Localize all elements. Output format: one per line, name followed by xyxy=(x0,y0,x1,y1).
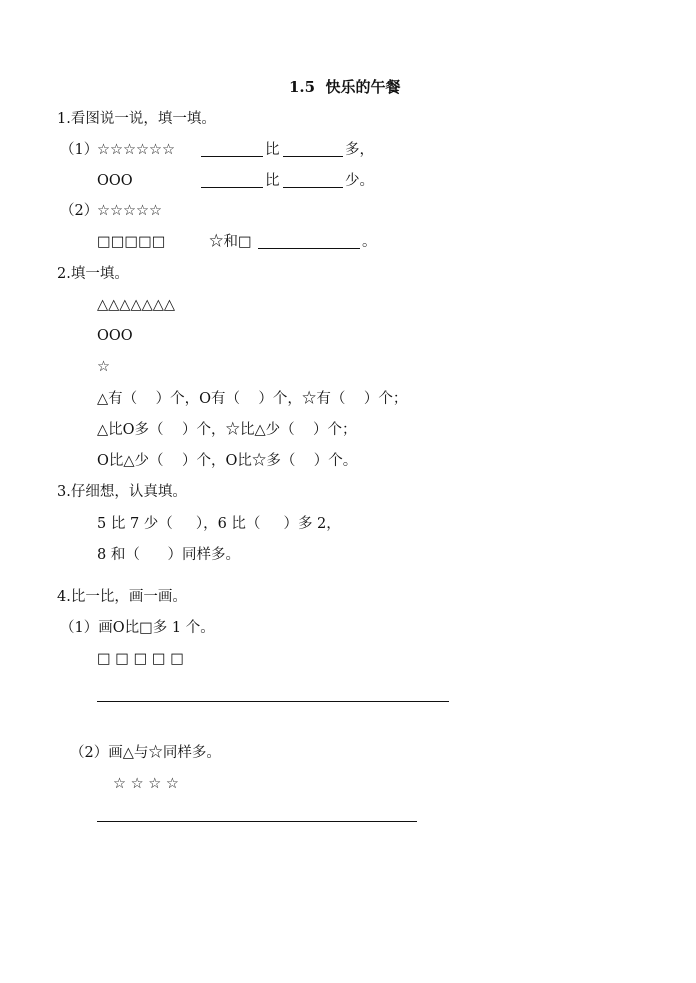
q3-heading: 3.仔细想，认真填。 xyxy=(57,484,187,500)
q2-triangles: △△△△△△△ xyxy=(97,297,176,313)
q4-part1: （1）画O比□多 1 个。 xyxy=(60,620,215,636)
q1-row1-blank-b[interactable] xyxy=(283,156,343,157)
q1-part2-blank[interactable] xyxy=(258,248,360,249)
q1-row2-blank-b[interactable] xyxy=(283,187,343,188)
q2-line1: △有（ ）个，O有（ ）个，☆有（ ）个； xyxy=(97,391,408,407)
q1-part2-end: 。 xyxy=(362,234,377,250)
q1-part2-text: ☆和□ xyxy=(209,234,252,250)
q1-part2-squares: □□□□□ xyxy=(97,234,166,250)
q1-row1-blank-a[interactable] xyxy=(201,156,263,157)
q1-part2-stars: ☆☆☆☆☆ xyxy=(97,203,162,219)
q1-row2-text-a: 比 xyxy=(265,173,280,189)
q1-part2-label: （2） xyxy=(60,203,99,219)
q1-heading: 1.看图说一说，填一填。 xyxy=(57,111,216,127)
q4-part2: （2）画△与☆同样多。 xyxy=(70,745,221,761)
q3-line1: 5 比 7 少（ ），6 比（ ）多 2， xyxy=(97,516,341,532)
q4-part2-stars: ☆ ☆ ☆ ☆ xyxy=(113,776,179,792)
q1-part1-label: （1） xyxy=(60,142,99,158)
q4-part1-answer-line[interactable] xyxy=(97,701,449,702)
q2-star: ☆ xyxy=(97,359,110,375)
q2-line2: △比O多（ ）个，☆比△少（ ）个； xyxy=(97,422,357,438)
q4-heading: 4.比一比，画一画。 xyxy=(57,589,187,605)
worksheet-title: 1.5 快乐的午餐 xyxy=(289,78,401,96)
q2-circles: OOO xyxy=(97,328,133,344)
q1-row1-text-a: 比 xyxy=(265,142,280,158)
q4-part2-answer-line[interactable] xyxy=(97,821,417,822)
q2-line3: O比△少（ ）个，O比☆多（ ）个。 xyxy=(97,453,358,469)
q2-heading: 2.填一填。 xyxy=(57,266,129,282)
q3-line2: 8 和（ ）同样多。 xyxy=(97,547,240,563)
q1-part1-circles: OOO xyxy=(97,173,133,189)
q1-row2-blank-a[interactable] xyxy=(201,187,263,188)
q1-row2-text-b: 少。 xyxy=(345,173,374,189)
q1-row1-text-b: 多， xyxy=(345,142,374,158)
q4-part1-squares: □ □ □ □ □ xyxy=(97,651,184,667)
q1-part1-stars: ☆☆☆☆☆☆ xyxy=(97,142,175,158)
